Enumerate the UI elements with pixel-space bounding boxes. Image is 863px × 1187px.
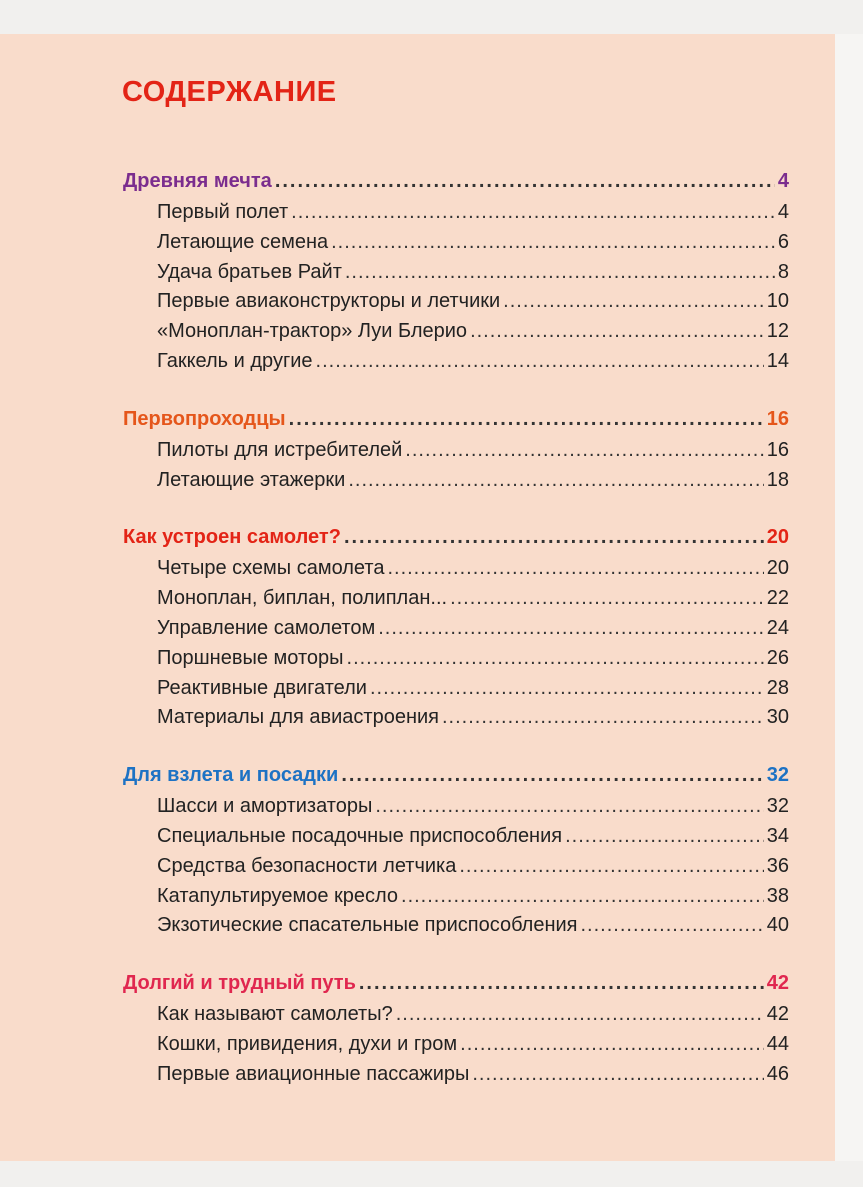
leader-dots [581,914,764,937]
entry-page-number: 32 [766,795,789,818]
entry-title: Кошки, привидения, духи и гром [157,1032,458,1055]
leader-dots [460,1033,764,1056]
entry-page-number: 44 [766,1032,789,1055]
toc-entry[interactable] [123,677,789,707]
toc-section [123,764,789,944]
section-heading[interactable] [123,170,789,201]
toc-entry[interactable] [123,1033,789,1063]
entry-title: Материалы для авиастроения [157,706,439,729]
entry-page-number: 20 [766,557,789,580]
leader-dots [450,587,764,610]
section-heading[interactable] [123,526,789,557]
section-heading[interactable] [123,972,789,1003]
entry-title: Средства безопасности летчика [157,854,457,877]
entry-title: Удача братьев Райт [157,260,342,283]
toc-entry[interactable] [123,706,789,736]
entry-title: Гаккель и другие [157,349,313,372]
entry-title: Катапультируемое кресло [157,884,399,907]
entry-title: Поршневые моторы [157,646,344,669]
leader-dots [565,825,764,848]
entry-page-number: 46 [766,1062,789,1085]
toc-entry[interactable] [123,320,789,350]
leader-dots [348,469,763,492]
leader-dots [401,885,764,908]
leader-dots [405,439,763,462]
toc-section [123,170,789,380]
entry-page-number: 24 [766,616,789,639]
toc-entry[interactable] [123,557,789,587]
section-title: Как устроен самолет? [123,526,341,549]
section-page-number: 4 [777,170,789,192]
toc-section [123,526,789,736]
entry-title: «Моноплан-трактор» Луи Блерио [157,320,468,343]
entry-page-number: 28 [766,676,789,699]
leader-dots [370,677,764,700]
leader-dots [341,764,763,787]
entry-page-number: 6 [777,230,789,253]
leader-dots [459,855,763,878]
entry-title: Первый полет [157,201,289,223]
toc-entry[interactable] [123,350,789,380]
section-title: Древняя мечта [123,170,272,192]
leader-dots [289,408,764,431]
entry-title: Пилоты для истребителей [157,438,403,461]
toc-entry[interactable] [123,439,789,469]
leader-dots [345,261,775,284]
leader-dots [442,706,764,729]
toc-entry[interactable] [123,617,789,647]
leader-dots [396,1003,764,1026]
leader-dots [291,201,775,224]
entry-title: Управление самолетом [157,616,376,639]
section-page-number: 16 [766,407,789,430]
toc-entry[interactable] [123,855,789,885]
entry-page-number: 10 [766,290,789,313]
entry-title: Летающие семена [157,230,329,253]
leader-dots [344,526,764,549]
entry-title: Шасси и амортизаторы [157,795,373,818]
toc-entry[interactable] [123,469,789,499]
page-edge [835,34,863,1161]
entry-page-number: 14 [766,349,789,372]
section-title: Для взлета и посадки [123,764,339,787]
section-page-number: 32 [766,764,789,787]
leader-dots [375,795,763,818]
entry-title: Реактивные двигатели [157,676,367,699]
entry-page-number: 16 [766,438,789,461]
entry-page-number: 4 [777,201,789,223]
section-heading[interactable] [123,408,789,439]
entry-title: Первые авиационные пассажиры [157,1062,470,1085]
entry-title: Как называют самолеты? [157,1003,393,1026]
leader-dots [316,350,764,373]
toc-section [123,972,789,1092]
toc-entry[interactable] [123,201,789,231]
entry-page-number: 8 [777,260,789,283]
leader-dots [359,972,764,995]
leader-dots [387,557,763,580]
entry-page-number: 22 [766,587,789,610]
section-title: Долгий и трудный путь [123,972,356,995]
entry-title: Специальные посадочные приспособления [157,824,563,847]
toc-entry[interactable] [123,647,789,677]
toc-entry[interactable] [123,825,789,855]
leader-dots [503,290,764,313]
entry-page-number: 38 [766,884,789,907]
leader-dots [331,231,775,254]
entry-page-number: 36 [766,854,789,877]
leader-dots [378,617,764,640]
section-page-number: 42 [766,972,789,995]
toc-entry[interactable] [123,795,789,825]
toc-entry[interactable] [123,587,789,617]
entry-title: Четыре схемы самолета [157,557,385,580]
entry-title: Моноплан, биплан, полиплан... [157,587,448,610]
toc-entry[interactable] [123,231,789,261]
leader-dots [347,647,764,670]
page-title: СОДЕРЖАНИЕ [122,76,337,108]
toc-entry[interactable] [123,290,789,320]
entry-title: Экзотические спасательные приспособления [157,914,578,937]
table-of-contents [123,170,789,1121]
toc-section [123,408,789,499]
leader-dots [275,170,775,193]
entry-page-number: 26 [766,646,789,669]
section-title: Первопроходцы [123,407,286,430]
toc-entry[interactable] [123,1063,789,1093]
entry-page-number: 12 [766,320,789,343]
section-heading[interactable] [123,764,789,795]
toc-entry[interactable] [123,1003,789,1033]
leader-dots [472,1063,763,1086]
entry-page-number: 42 [766,1003,789,1026]
entry-title: Летающие этажерки [157,468,346,491]
section-page-number: 20 [766,526,789,549]
entry-page-number: 18 [766,468,789,491]
toc-entry[interactable] [123,914,789,944]
toc-entry[interactable] [123,885,789,915]
entry-title: Первые авиаконструкторы и летчики [157,290,501,313]
entry-page-number: 30 [766,706,789,729]
entry-page-number: 40 [766,914,789,937]
toc-entry[interactable] [123,261,789,291]
entry-page-number: 34 [766,824,789,847]
leader-dots [470,320,764,343]
